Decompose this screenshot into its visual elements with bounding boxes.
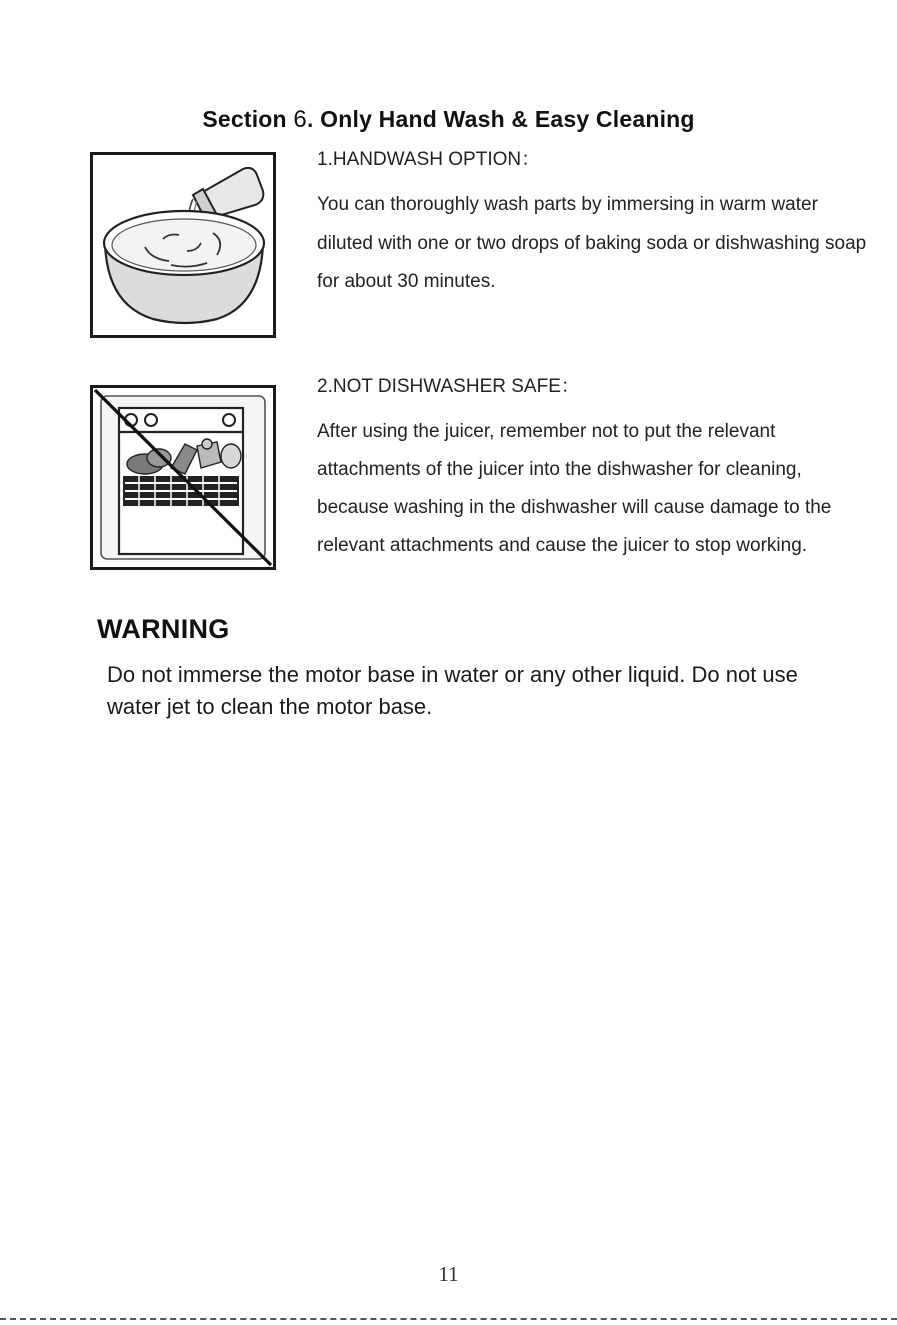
bottom-divider [0,1318,897,1320]
handwash-heading: 1.HANDWASH OPTION： [317,149,541,170]
not-dishwasher-safe [317,375,877,565]
handwash-body: You can thoroughly wash parts by immersing in warm water diluted with one or two drops of baking soda or dishwashing soap for about 30 minutes. [317,194,867,292]
bowl-with-soap-bottle-icon [93,155,273,335]
section-label: Section [202,106,287,132]
handwash-option [317,148,877,302]
dishwasher-heading: 2.NOT DISHWASHER SAFE： [317,376,580,397]
crossed-out-dishwasher-icon [93,388,273,567]
handwash-illustration [90,152,276,338]
section-heading: . Only Hand Wash & Easy Cleaning [306,106,695,132]
section-number: 6 [293,106,307,133]
section-title [0,106,897,134]
warning-body: Do not immerse the motor base in water or any other liquid. Do not use water jet to clean the motor base. [107,662,798,719]
warning-title: WARNING [97,614,230,644]
page-number: 11 [438,1262,459,1286]
no-dishwasher-illustration [90,385,276,570]
dishwasher-body: After using the juicer, remember not to put the relevant attachments of the juicer into the dishwasher for cleaning, because washing in the dishwasher will cause damage to the relevant attachments and cause the juicer to stop working. [317,421,832,556]
